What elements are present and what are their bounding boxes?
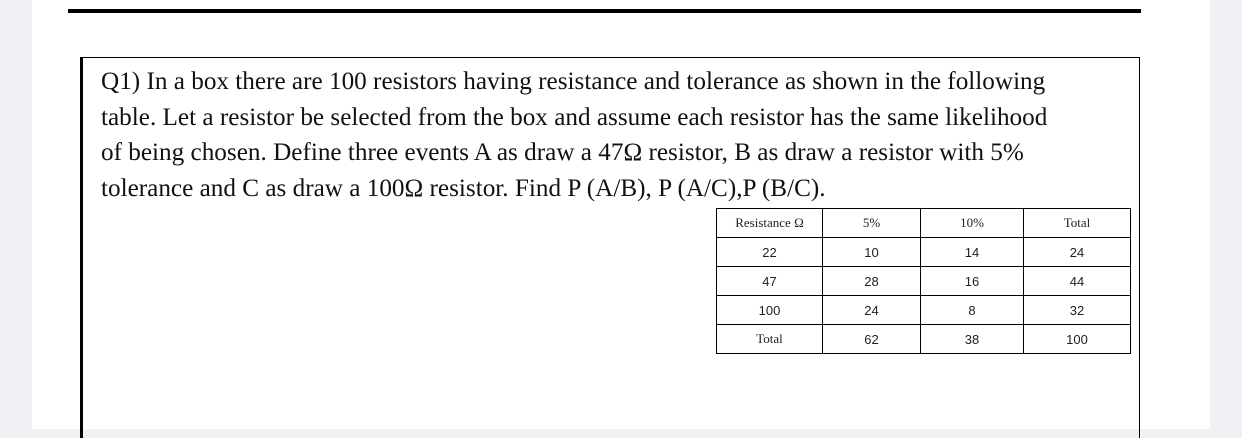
table-row — [717, 267, 1131, 296]
table-cell: 38 — [921, 325, 1024, 354]
table-row — [717, 238, 1131, 267]
table-cell: 32 — [1024, 296, 1131, 325]
table-cell: 44 — [1024, 267, 1131, 296]
header-5-percent: 5% — [823, 209, 921, 238]
question-line: Q1) In a box there are 100 resistors having resistance and tolerance as shown in the following — [101, 68, 1046, 95]
table-cell: 47 — [717, 267, 823, 296]
top-rule — [68, 9, 1141, 13]
table-row — [717, 325, 1131, 354]
table-cell: 62 — [823, 325, 921, 354]
question-line: tolerance and C as draw a 100Ω resistor. Find P (A/B), P (A/C),P (B/C). — [101, 174, 826, 202]
resistor-table — [716, 208, 1131, 354]
question-line: of being chosen. Define three events A as draw a 47Ω resistor, B as draw a resistor with 5% — [101, 139, 1024, 166]
question-line: table. Let a resistor be selected from the box and assume each resistor has the same likelihood — [101, 103, 1048, 131]
table-cell: 24 — [823, 296, 921, 325]
table-cell: 10 — [823, 238, 921, 267]
table-cell: 22 — [717, 238, 823, 267]
table-cell: 100 — [717, 296, 823, 325]
table-cell: 8 — [921, 296, 1024, 325]
table-cell: 16 — [921, 267, 1024, 296]
table-cell: 28 — [823, 267, 921, 296]
table-header-row — [717, 209, 1131, 238]
table-row — [717, 296, 1131, 325]
header-total: Total — [1024, 209, 1131, 238]
question-text — [101, 64, 1151, 206]
table-cell: 100 — [1024, 325, 1131, 354]
header-10-percent: 10% — [921, 209, 1024, 238]
table-cell: 24 — [1024, 238, 1131, 267]
header-resistance: Resistance Ω — [717, 209, 823, 238]
table-cell: 14 — [921, 238, 1024, 267]
table-cell: Total — [717, 325, 823, 354]
